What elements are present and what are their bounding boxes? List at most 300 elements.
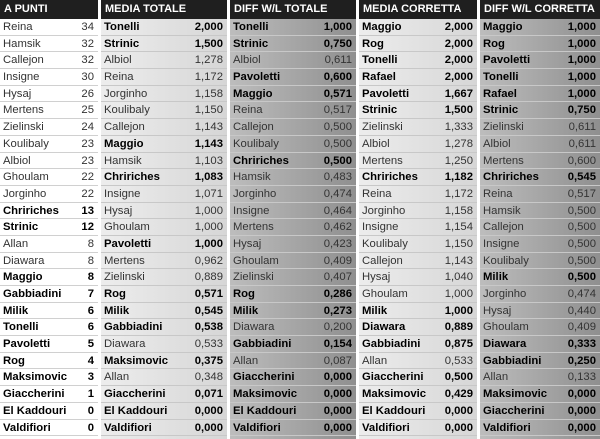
player-value: 6 bbox=[87, 304, 94, 317]
table-row bbox=[101, 136, 227, 153]
player-name: Hamsik bbox=[233, 171, 271, 184]
table-row bbox=[359, 36, 477, 53]
player-name: Strinic bbox=[483, 104, 519, 117]
player-name: Albiol bbox=[362, 137, 390, 150]
player-value: 0,000 bbox=[567, 388, 596, 401]
player-value: 0,533 bbox=[194, 338, 223, 351]
player-name: Strinic bbox=[3, 221, 39, 234]
table-row bbox=[480, 236, 600, 253]
player-value: 0,962 bbox=[194, 254, 223, 267]
player-name: Koulibaly bbox=[233, 137, 279, 150]
player-name: Koulibaly bbox=[362, 237, 408, 250]
player-name: El Kaddouri bbox=[362, 404, 426, 417]
table-row bbox=[0, 253, 98, 270]
player-name: Reina bbox=[3, 21, 33, 33]
player-name: Diawara bbox=[362, 321, 406, 334]
player-value: 0,407 bbox=[323, 271, 352, 284]
player-value: 0,500 bbox=[567, 254, 596, 267]
player-value: 0,000 bbox=[194, 404, 223, 417]
player-name: Gabbiadini bbox=[483, 354, 542, 367]
table-row bbox=[480, 19, 600, 36]
table-row bbox=[359, 219, 477, 236]
table-row bbox=[0, 52, 98, 69]
player-value: 1,000 bbox=[567, 87, 596, 100]
player-name: Tonelli bbox=[233, 21, 269, 33]
table-row bbox=[101, 102, 227, 119]
table-row bbox=[101, 203, 227, 220]
table-row bbox=[230, 136, 356, 153]
player-value: 0,889 bbox=[194, 271, 223, 284]
player-value: 0,500 bbox=[444, 371, 473, 384]
player-name: Jorginho bbox=[233, 187, 277, 200]
table-row bbox=[230, 286, 356, 303]
player-value: 1,143 bbox=[444, 254, 473, 267]
table-row bbox=[230, 353, 356, 370]
player-name: Gabbiadini bbox=[233, 338, 292, 351]
player-value: 8 bbox=[87, 254, 94, 267]
table-row bbox=[0, 169, 98, 186]
player-value: 23 bbox=[81, 137, 94, 150]
player-name: El Kaddouri bbox=[3, 404, 67, 417]
player-name: Strinic bbox=[233, 37, 269, 50]
table-row bbox=[230, 153, 356, 170]
player-value: 1,667 bbox=[444, 87, 473, 100]
player-name: Hysaj bbox=[3, 87, 32, 100]
player-name: Insigne bbox=[104, 187, 141, 200]
table-row bbox=[230, 69, 356, 86]
player-value: 34 bbox=[81, 21, 94, 33]
player-name: Callejon bbox=[233, 121, 274, 134]
player-name: Mertens bbox=[233, 221, 274, 234]
player-value: 1,000 bbox=[194, 237, 223, 250]
player-value: 0,375 bbox=[194, 354, 223, 367]
player-name: Pavoletti bbox=[233, 71, 281, 84]
table-row bbox=[101, 236, 227, 253]
table-row bbox=[101, 69, 227, 86]
player-value: 1,040 bbox=[444, 271, 473, 284]
table-media-totale bbox=[101, 0, 227, 439]
table-row bbox=[480, 369, 600, 386]
table-row bbox=[101, 253, 227, 270]
player-name: Valdifiori bbox=[3, 421, 51, 434]
table-row bbox=[230, 269, 356, 286]
table-row bbox=[480, 52, 600, 69]
player-value: 0 bbox=[87, 421, 94, 434]
table-row bbox=[230, 169, 356, 186]
player-value: 2,000 bbox=[194, 21, 223, 33]
table-row bbox=[359, 420, 477, 437]
player-name: Zielinski bbox=[483, 121, 524, 134]
table-row bbox=[101, 186, 227, 203]
player-value: 1,182 bbox=[444, 171, 473, 184]
table-row bbox=[359, 119, 477, 136]
player-name: Gabbiadini bbox=[362, 338, 421, 351]
player-name: Chririches bbox=[483, 171, 539, 184]
table-row bbox=[0, 69, 98, 86]
table-row bbox=[359, 253, 477, 270]
player-value: 0,750 bbox=[567, 104, 596, 117]
table-row bbox=[230, 19, 356, 36]
player-name: Gabbiadini bbox=[104, 321, 163, 334]
player-name: Pavoletti bbox=[483, 54, 531, 67]
player-name: El Kaddouri bbox=[104, 404, 168, 417]
player-name: Hamsik bbox=[483, 204, 521, 217]
player-name: Giaccherini bbox=[483, 404, 545, 417]
player-name: Diawara bbox=[233, 321, 275, 334]
table-row bbox=[480, 186, 600, 203]
player-name: Albiol bbox=[483, 137, 511, 150]
player-value: 1,333 bbox=[444, 121, 473, 134]
table-rows bbox=[480, 19, 600, 436]
player-value: 1,143 bbox=[194, 137, 223, 150]
player-value: 0,571 bbox=[323, 87, 352, 100]
player-name: Zielinski bbox=[362, 121, 403, 134]
table-row bbox=[0, 403, 98, 420]
table-row bbox=[0, 219, 98, 236]
table-row bbox=[230, 336, 356, 353]
table-row bbox=[359, 153, 477, 170]
player-name: Maksimovic bbox=[483, 388, 548, 401]
column-header: MEDIA TOTALE bbox=[101, 0, 227, 19]
player-value: 1,278 bbox=[194, 54, 223, 67]
player-name: Zielinski bbox=[3, 121, 44, 134]
table-row bbox=[230, 186, 356, 203]
table-rows bbox=[101, 19, 227, 436]
player-name: Giaccherini bbox=[104, 388, 166, 401]
table-row bbox=[359, 353, 477, 370]
table-row bbox=[480, 203, 600, 220]
table-row bbox=[230, 403, 356, 420]
player-value: 0,273 bbox=[323, 304, 352, 317]
player-value: 0,533 bbox=[444, 354, 473, 367]
table-row bbox=[480, 69, 600, 86]
table-row bbox=[359, 102, 477, 119]
player-value: 1,000 bbox=[194, 204, 223, 217]
player-value: 0,611 bbox=[568, 121, 596, 134]
player-value: 0,517 bbox=[323, 104, 352, 117]
player-name: Milik bbox=[483, 271, 509, 284]
player-value: 0,545 bbox=[567, 171, 596, 184]
player-name: Pavoletti bbox=[104, 237, 152, 250]
player-name: Ghoulam bbox=[483, 321, 529, 334]
player-name: Callejon bbox=[104, 121, 145, 134]
table-row bbox=[0, 369, 98, 386]
player-value: 1,000 bbox=[444, 288, 473, 300]
player-value: 0,571 bbox=[194, 288, 223, 300]
table-row bbox=[230, 420, 356, 437]
player-value: 2,000 bbox=[444, 71, 473, 84]
player-value: 0,483 bbox=[323, 171, 352, 184]
table-row bbox=[0, 336, 98, 353]
table-row bbox=[359, 386, 477, 403]
table-row bbox=[101, 269, 227, 286]
player-value: 0,429 bbox=[444, 388, 473, 401]
table-diff-wl-totale bbox=[230, 0, 356, 439]
table-row bbox=[230, 219, 356, 236]
player-name: Hamsik bbox=[3, 37, 41, 50]
player-value: 0,750 bbox=[323, 37, 352, 50]
player-value: 0,071 bbox=[194, 388, 223, 401]
table-row bbox=[101, 369, 227, 386]
player-name: Tonelli bbox=[104, 21, 140, 33]
player-name: Mertens bbox=[362, 154, 403, 167]
player-name: Allan bbox=[233, 354, 259, 367]
table-row bbox=[0, 269, 98, 286]
table-row bbox=[230, 236, 356, 253]
player-value: 0,500 bbox=[567, 221, 596, 234]
player-name: Maggio bbox=[3, 271, 43, 284]
table-row bbox=[480, 169, 600, 186]
table-row bbox=[0, 186, 98, 203]
player-value: 0,000 bbox=[194, 421, 223, 434]
player-value: 1,000 bbox=[194, 221, 223, 234]
player-name: Milik bbox=[362, 304, 388, 317]
table-row bbox=[359, 303, 477, 320]
player-value: 1,000 bbox=[567, 21, 596, 33]
player-name: Strinic bbox=[104, 37, 140, 50]
player-value: 1,500 bbox=[444, 104, 473, 117]
table-row bbox=[480, 353, 600, 370]
player-name: Jorginho bbox=[3, 187, 47, 200]
player-name: Reina bbox=[233, 104, 263, 117]
player-value: 6 bbox=[87, 321, 94, 334]
table-row bbox=[101, 19, 227, 36]
player-name: Jorginho bbox=[104, 87, 148, 100]
player-name: Ghoulam bbox=[3, 171, 49, 184]
player-name: Rafael bbox=[362, 71, 396, 84]
player-value: 0,500 bbox=[323, 121, 352, 134]
player-name: Pavoletti bbox=[362, 87, 410, 100]
player-value: 1,500 bbox=[194, 37, 223, 50]
player-name: Koulibaly bbox=[483, 254, 529, 267]
player-value: 0,500 bbox=[567, 237, 596, 250]
player-name: Giaccherini bbox=[362, 371, 424, 384]
player-value: 2,000 bbox=[444, 37, 473, 50]
table-row bbox=[101, 119, 227, 136]
table-row bbox=[230, 303, 356, 320]
player-value: 1,071 bbox=[194, 187, 223, 200]
player-name: El Kaddouri bbox=[233, 404, 297, 417]
player-name: Maksimovic bbox=[233, 388, 298, 401]
player-name: Hysaj bbox=[362, 271, 391, 284]
player-value: 26 bbox=[81, 87, 94, 100]
column-header: DIFF W/L TOTALE bbox=[230, 0, 356, 19]
player-value: 0,889 bbox=[444, 321, 473, 334]
player-name: Reina bbox=[483, 187, 513, 200]
player-value: 32 bbox=[81, 54, 94, 67]
player-value: 1,103 bbox=[194, 154, 223, 167]
player-name: Milik bbox=[233, 304, 259, 317]
table-row bbox=[480, 286, 600, 303]
player-name: Reina bbox=[362, 187, 392, 200]
player-name: Diawara bbox=[3, 254, 45, 267]
player-name: Diawara bbox=[483, 338, 527, 351]
player-value: 0,154 bbox=[323, 338, 352, 351]
table-row bbox=[359, 69, 477, 86]
table-row bbox=[480, 303, 600, 320]
player-name: Mertens bbox=[483, 154, 524, 167]
player-value: 4 bbox=[87, 354, 94, 367]
player-value: 0,611 bbox=[324, 54, 352, 67]
player-name: Mertens bbox=[3, 104, 44, 117]
table-row bbox=[230, 319, 356, 336]
player-name: Albiol bbox=[3, 154, 31, 167]
player-value: 0,600 bbox=[323, 71, 352, 84]
table-row bbox=[480, 420, 600, 437]
player-name: Maggio bbox=[233, 87, 273, 100]
player-value: 13 bbox=[81, 204, 94, 217]
table-row bbox=[359, 52, 477, 69]
player-name: Chririches bbox=[104, 171, 160, 184]
player-value: 1,154 bbox=[444, 221, 473, 234]
player-name: Allan bbox=[362, 354, 388, 367]
player-value: 0,000 bbox=[323, 388, 352, 401]
player-value: 8 bbox=[87, 271, 94, 284]
player-name: Callejon bbox=[3, 54, 44, 67]
player-name: Hysaj bbox=[233, 237, 262, 250]
player-name: Rog bbox=[362, 37, 384, 50]
column-header: A PUNTI bbox=[0, 0, 98, 19]
table-row bbox=[101, 153, 227, 170]
table-row bbox=[0, 102, 98, 119]
player-value: 22 bbox=[81, 171, 94, 184]
player-name: Rog bbox=[3, 354, 25, 367]
table-row bbox=[230, 102, 356, 119]
player-name: Albiol bbox=[104, 54, 132, 67]
table-row bbox=[230, 203, 356, 220]
player-name: Allan bbox=[483, 371, 509, 384]
player-name: Callejon bbox=[483, 221, 524, 234]
table-row bbox=[480, 136, 600, 153]
player-value: 0,464 bbox=[323, 204, 352, 217]
player-name: Albiol bbox=[233, 54, 261, 67]
player-name: Maksimovic bbox=[3, 371, 68, 384]
player-value: 1,150 bbox=[194, 104, 223, 117]
player-value: 0,440 bbox=[567, 304, 596, 317]
player-value: 1,172 bbox=[444, 187, 473, 200]
player-name: Jorginho bbox=[362, 204, 406, 217]
player-value: 0,200 bbox=[323, 321, 352, 334]
player-name: Chririches bbox=[3, 204, 59, 217]
table-row bbox=[0, 203, 98, 220]
player-value: 0,409 bbox=[567, 321, 596, 334]
table-row bbox=[101, 36, 227, 53]
player-value: 1,083 bbox=[194, 171, 223, 184]
player-value: 0,000 bbox=[444, 404, 473, 417]
table-row bbox=[480, 386, 600, 403]
player-value: 8 bbox=[87, 237, 94, 250]
player-value: 0,611 bbox=[568, 137, 596, 150]
player-value: 0,087 bbox=[323, 354, 352, 367]
player-value: 24 bbox=[81, 121, 94, 134]
player-name: Maksimovic bbox=[362, 388, 427, 401]
table-row bbox=[101, 319, 227, 336]
player-name: Zielinski bbox=[104, 271, 145, 284]
player-name: Ghoulam bbox=[233, 254, 279, 267]
table-row bbox=[359, 136, 477, 153]
table-row bbox=[359, 86, 477, 103]
table-row bbox=[480, 153, 600, 170]
table-row bbox=[230, 253, 356, 270]
player-value: 0,409 bbox=[323, 254, 352, 267]
player-name: Milik bbox=[104, 304, 130, 317]
player-name: Allan bbox=[104, 371, 130, 384]
player-name: Jorginho bbox=[483, 288, 527, 300]
table-row bbox=[0, 119, 98, 136]
table-row bbox=[0, 136, 98, 153]
table-row bbox=[101, 403, 227, 420]
table-row bbox=[480, 253, 600, 270]
table-row bbox=[480, 219, 600, 236]
table-rows bbox=[230, 19, 356, 436]
table-row bbox=[101, 420, 227, 437]
table-row bbox=[359, 369, 477, 386]
column-header: MEDIA CORRETTA bbox=[359, 0, 477, 19]
table-row bbox=[101, 336, 227, 353]
table-row bbox=[0, 286, 98, 303]
player-value: 0,133 bbox=[567, 371, 596, 384]
player-value: 0,000 bbox=[323, 421, 352, 434]
player-value: 23 bbox=[81, 154, 94, 167]
player-name: Valdifiori bbox=[483, 421, 531, 434]
table-row bbox=[101, 303, 227, 320]
table-rows bbox=[359, 19, 477, 436]
table-row bbox=[0, 420, 98, 437]
table-media-corretta bbox=[359, 0, 477, 439]
player-value: 1,158 bbox=[194, 87, 223, 100]
player-value: 1,150 bbox=[444, 237, 473, 250]
player-value: 0,000 bbox=[567, 404, 596, 417]
player-value: 0,000 bbox=[323, 371, 352, 384]
table-row bbox=[0, 353, 98, 370]
player-value: 0,545 bbox=[194, 304, 223, 317]
player-value: 25 bbox=[81, 104, 94, 117]
table-row bbox=[359, 319, 477, 336]
player-name: Rog bbox=[104, 288, 126, 300]
player-name: Gabbiadini bbox=[3, 288, 62, 300]
player-name: Koulibaly bbox=[104, 104, 150, 117]
column-header: DIFF W/L CORRETTA bbox=[480, 0, 600, 19]
table-row bbox=[359, 19, 477, 36]
player-value: 0,474 bbox=[567, 288, 596, 300]
player-value: 0,333 bbox=[567, 338, 596, 351]
table-a-punti bbox=[0, 0, 98, 439]
table-row bbox=[480, 119, 600, 136]
player-name: Hysaj bbox=[483, 304, 512, 317]
table-rows bbox=[0, 19, 98, 436]
player-value: 1,143 bbox=[194, 121, 223, 134]
player-value: 0,462 bbox=[323, 221, 352, 234]
table-row bbox=[359, 269, 477, 286]
table-row bbox=[359, 169, 477, 186]
player-value: 0 bbox=[87, 404, 94, 417]
player-value: 2,000 bbox=[444, 54, 473, 67]
table-row bbox=[480, 336, 600, 353]
table-row bbox=[230, 386, 356, 403]
player-name: Maggio bbox=[362, 21, 402, 33]
player-name: Chririches bbox=[233, 154, 289, 167]
player-value: 0,500 bbox=[567, 204, 596, 217]
player-name: Insigne bbox=[362, 221, 399, 234]
player-value: 0,474 bbox=[323, 187, 352, 200]
player-value: 0,875 bbox=[444, 338, 473, 351]
player-value: 0,423 bbox=[323, 237, 352, 250]
player-name: Maksimovic bbox=[104, 354, 169, 367]
player-value: 0,500 bbox=[567, 271, 596, 284]
player-value: 0,538 bbox=[194, 321, 223, 334]
player-name: Pavoletti bbox=[3, 338, 51, 351]
player-value: 0,250 bbox=[567, 354, 596, 367]
